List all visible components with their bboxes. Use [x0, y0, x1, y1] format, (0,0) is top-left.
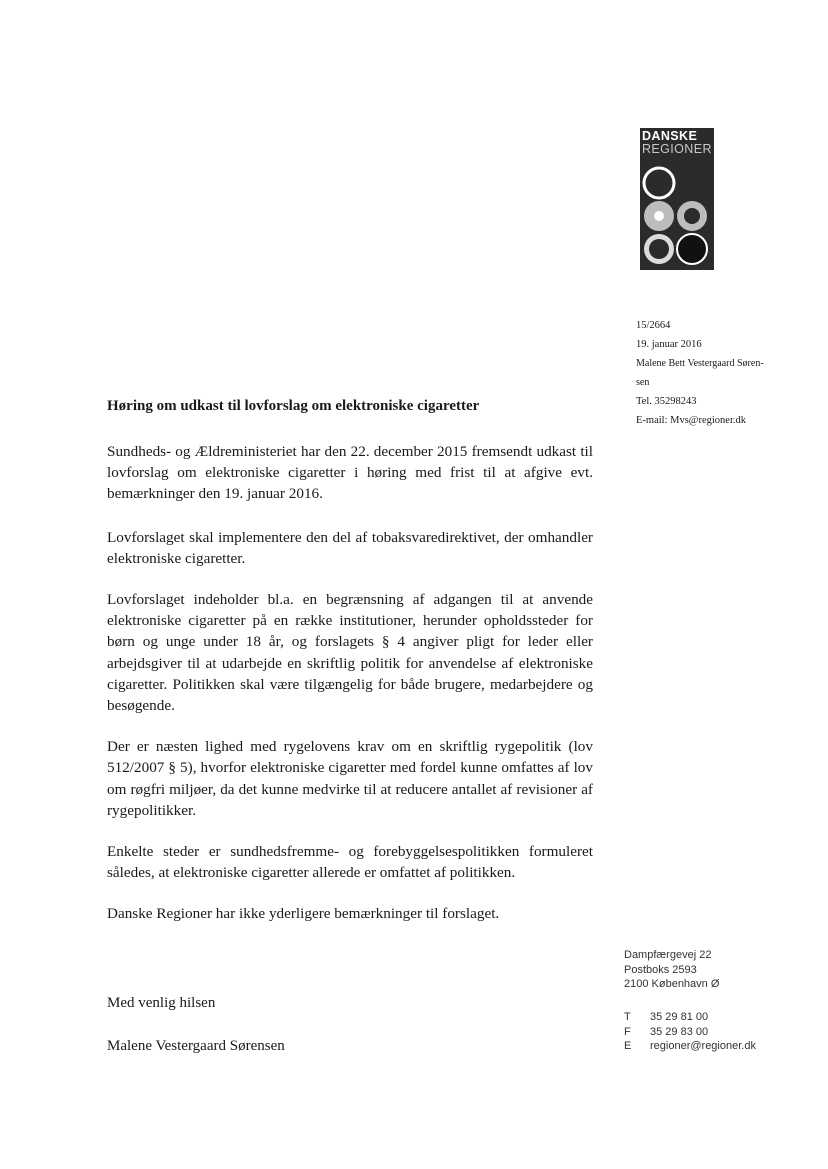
author-line1: Malene Bett Vestergaard Søren-: [636, 358, 764, 369]
letter-date: 19. januar 2016: [636, 339, 702, 350]
logo-line2: REGIONER: [642, 142, 712, 156]
paragraph: Enkelte steder er sundhedsfremme- og forebyggelsespolitikken formuleret således, at elektroniske cigaretter allerede er omfattet af politikken.: [107, 843, 593, 882]
case-number: 15/2664: [636, 320, 671, 331]
paragraph: Sundheds- og Ældreministeriet har den 22. december 2015 fremsendt udkast til lovforslag om elektroniske cigaretter i høring med frist til at afgive evt. bemærkninger den 19. januar 2016.: [107, 443, 593, 503]
logo-line1: DANSKE: [642, 129, 698, 143]
author-line2: sen: [636, 377, 650, 388]
closing: Med venlig hilsen: [107, 995, 216, 1011]
address-city: 2100 København Ø: [624, 978, 720, 990]
author-phone: Tel. 35298243: [636, 396, 697, 407]
paragraph: Lovforslaget skal implementere den del af tobaksvaredirektivet, der omhandler elektroniske cigaretter.: [107, 528, 593, 567]
contact-fax: 35 29 83 00: [650, 1025, 709, 1038]
fax-key: F: [624, 1025, 631, 1038]
phone-key: T: [624, 1011, 631, 1023]
email-key: E: [624, 1040, 632, 1052]
letter-body: [107, 441, 593, 945]
logo-circles-icon: [640, 163, 714, 270]
address-pobox: Postboks 2593: [624, 963, 697, 976]
author-email: E-mail: Mvs@regioner.dk: [636, 415, 746, 426]
organisation-address: [624, 948, 719, 992]
paragraph: Der er næsten lighed med rygelovens krav om en skriftlig rygepolitik (lov 512/2007 § 5), hvorfor elektroniske cigaretter med fordel kunne omfattes af lov om røgfri miljøer, da det kunne medvirke til at reducere antallet af revisioner af rygepolitikker.: [107, 738, 593, 819]
contact-email-row: [624, 1039, 756, 1054]
paragraph: Danske Regioner har ikke yderligere bemærkninger til forslaget.: [107, 905, 500, 923]
contact-phone-row: [624, 1010, 756, 1025]
contact-fax-row: [624, 1025, 756, 1040]
letter-meta: [636, 316, 764, 430]
signature-name: Malene Vestergaard Sørensen: [107, 1038, 285, 1054]
contact-email: regioner@regioner.dk: [650, 1040, 756, 1052]
organisation-contact: [624, 1010, 756, 1054]
address-street: Dampfærgevej 22: [624, 949, 712, 961]
danske-regioner-logo: [640, 128, 714, 270]
paragraph: Lovforslaget indeholder bl.a. en begrænsning af adgangen til at anvende elektroniske cigaretter på en række institutioner, herunder opholdssteder for børn og unge under 18 år, og forslagets § 4 angiver pligt for leder eller arbejdsgiver til at udarbejde en skriftlig politik for anvendelse af elektroniske cigaretter. Politikken skal være tilgængelig for både brugere, medarbejdere og besøgende.: [107, 591, 593, 715]
letter-heading: Høring om udkast til lovforslag om elektroniske cigaretter: [107, 398, 480, 414]
contact-phone: 35 29 81 00: [650, 1011, 709, 1023]
